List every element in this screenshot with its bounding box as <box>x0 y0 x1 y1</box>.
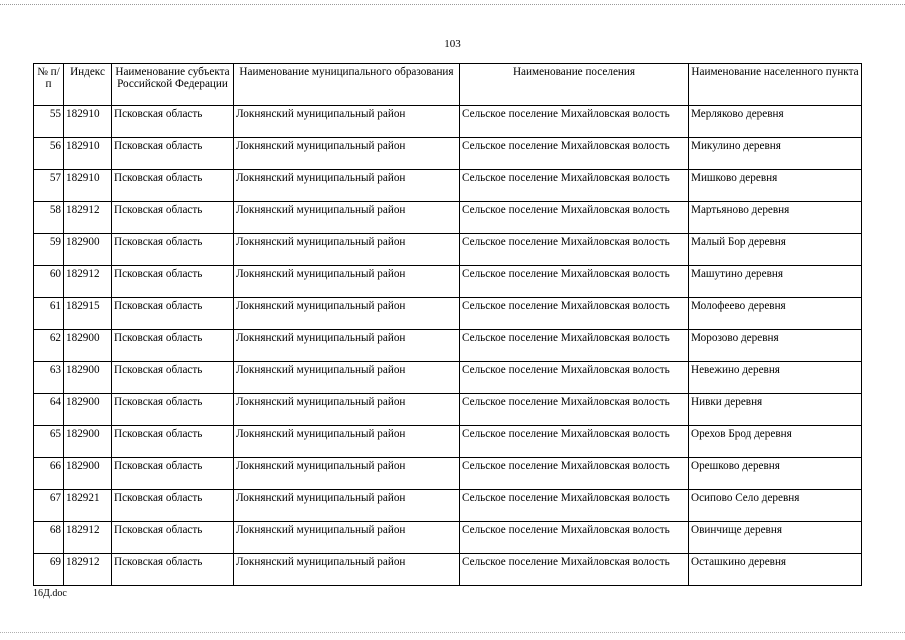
cell-subject: Псковская область <box>112 458 234 490</box>
table-row <box>34 458 862 490</box>
cell-index: 182921 <box>64 490 112 522</box>
cell-settlement: Сельское поселение Михайловская волость <box>460 106 689 138</box>
cell-municipality: Локнянский муниципальный район <box>234 330 460 362</box>
header-locality: Наименование населенного пункта <box>689 64 862 106</box>
cell-locality: Молофеево деревня <box>689 298 862 330</box>
cell-settlement: Сельское поселение Михайловская волость <box>460 458 689 490</box>
cell-index: 182900 <box>64 426 112 458</box>
cell-municipality: Локнянский муниципальный район <box>234 234 460 266</box>
cell-subject: Псковская область <box>112 362 234 394</box>
cell-index: 182912 <box>64 266 112 298</box>
table-body <box>34 106 862 586</box>
cell-locality: Осипово Село деревня <box>689 490 862 522</box>
cell-subject: Псковская область <box>112 490 234 522</box>
cell-locality: Нивки деревня <box>689 394 862 426</box>
cell-num: 68 <box>34 522 64 554</box>
cell-locality: Машутино деревня <box>689 266 862 298</box>
cell-locality: Микулино деревня <box>689 138 862 170</box>
cell-settlement: Сельское поселение Михайловская волость <box>460 266 689 298</box>
cell-subject: Псковская область <box>112 394 234 426</box>
cell-municipality: Локнянский муниципальный район <box>234 490 460 522</box>
cell-locality: Осташкино деревня <box>689 554 862 586</box>
page-number: 103 <box>444 38 461 50</box>
cell-municipality: Локнянский муниципальный район <box>234 394 460 426</box>
cell-subject: Псковская область <box>112 426 234 458</box>
cell-settlement: Сельское поселение Михайловская волость <box>460 202 689 234</box>
cell-locality: Малый Бор деревня <box>689 234 862 266</box>
cell-municipality: Локнянский муниципальный район <box>234 362 460 394</box>
table-row <box>34 554 862 586</box>
table-row <box>34 298 862 330</box>
cell-index: 182900 <box>64 394 112 426</box>
header-subject: Наименование субъекта Российской Федерации <box>112 64 234 106</box>
cell-settlement: Сельское поселение Михайловская волость <box>460 330 689 362</box>
cell-index: 182900 <box>64 458 112 490</box>
cell-municipality: Локнянский муниципальный район <box>234 458 460 490</box>
cell-num: 63 <box>34 362 64 394</box>
cell-settlement: Сельское поселение Михайловская волость <box>460 394 689 426</box>
table-row <box>34 170 862 202</box>
cell-municipality: Локнянский муниципальный район <box>234 554 460 586</box>
cell-subject: Псковская область <box>112 106 234 138</box>
header-index: Индекс <box>64 64 112 106</box>
table-row <box>34 426 862 458</box>
table-row <box>34 266 862 298</box>
cell-subject: Псковская область <box>112 266 234 298</box>
cell-municipality: Локнянский муниципальный район <box>234 522 460 554</box>
cell-num: 69 <box>34 554 64 586</box>
cell-num: 66 <box>34 458 64 490</box>
table-row <box>34 202 862 234</box>
cell-municipality: Локнянский муниципальный район <box>234 170 460 202</box>
table-row <box>34 362 862 394</box>
cell-settlement: Сельское поселение Михайловская волость <box>460 554 689 586</box>
cell-locality: Орехов Брод деревня <box>689 426 862 458</box>
cell-settlement: Сельское поселение Михайловская волость <box>460 234 689 266</box>
cell-index: 182915 <box>64 298 112 330</box>
cell-index: 182912 <box>64 554 112 586</box>
table-row <box>34 234 862 266</box>
cell-subject: Псковская область <box>112 234 234 266</box>
table-row <box>34 138 862 170</box>
cell-num: 61 <box>34 298 64 330</box>
cell-num: 58 <box>34 202 64 234</box>
cell-municipality: Локнянский муниципальный район <box>234 138 460 170</box>
settlements-table <box>33 63 862 586</box>
cell-index: 182910 <box>64 106 112 138</box>
cell-municipality: Локнянский муниципальный район <box>234 106 460 138</box>
cell-locality: Мерляково деревня <box>689 106 862 138</box>
cell-num: 62 <box>34 330 64 362</box>
cell-locality: Мишково деревня <box>689 170 862 202</box>
header-row <box>34 64 862 106</box>
cell-municipality: Локнянский муниципальный район <box>234 298 460 330</box>
cell-num: 64 <box>34 394 64 426</box>
cell-municipality: Локнянский муниципальный район <box>234 202 460 234</box>
cell-index: 182900 <box>64 330 112 362</box>
cell-locality: Овинчище деревня <box>689 522 862 554</box>
cell-num: 67 <box>34 490 64 522</box>
table-row <box>34 490 862 522</box>
cell-subject: Псковская область <box>112 170 234 202</box>
cell-settlement: Сельское поселение Михайловская волость <box>460 522 689 554</box>
cell-settlement: Сельское поселение Михайловская волость <box>460 138 689 170</box>
footer-filename: 16Д.doc <box>33 588 67 599</box>
cell-settlement: Сельское поселение Михайловская волость <box>460 170 689 202</box>
cell-num: 65 <box>34 426 64 458</box>
cell-settlement: Сельское поселение Михайловская волость <box>460 426 689 458</box>
cell-subject: Псковская область <box>112 298 234 330</box>
cell-num: 56 <box>34 138 64 170</box>
cell-locality: Невежино деревня <box>689 362 862 394</box>
table-row <box>34 522 862 554</box>
header-settlement: Наименование поселения <box>460 64 689 106</box>
cell-num: 55 <box>34 106 64 138</box>
table-row <box>34 106 862 138</box>
table-header <box>34 64 862 106</box>
cell-subject: Псковская область <box>112 554 234 586</box>
cell-locality: Морозово деревня <box>689 330 862 362</box>
scan-edge-bottom <box>0 632 905 633</box>
cell-subject: Псковская область <box>112 522 234 554</box>
cell-index: 182910 <box>64 138 112 170</box>
cell-settlement: Сельское поселение Михайловская волость <box>460 490 689 522</box>
table-row <box>34 330 862 362</box>
cell-index: 182912 <box>64 202 112 234</box>
table-row <box>34 394 862 426</box>
cell-num: 57 <box>34 170 64 202</box>
cell-subject: Псковская область <box>112 138 234 170</box>
header-num: № п/п <box>34 64 64 106</box>
cell-index: 182900 <box>64 234 112 266</box>
cell-locality: Мартьяново деревня <box>689 202 862 234</box>
scan-edge-top <box>0 4 905 5</box>
cell-num: 59 <box>34 234 64 266</box>
cell-locality: Орешково деревня <box>689 458 862 490</box>
cell-subject: Псковская область <box>112 202 234 234</box>
cell-index: 182900 <box>64 362 112 394</box>
header-municipality: Наименование муниципального образования <box>234 64 460 106</box>
cell-index: 182912 <box>64 522 112 554</box>
cell-settlement: Сельское поселение Михайловская волость <box>460 298 689 330</box>
cell-num: 60 <box>34 266 64 298</box>
cell-municipality: Локнянский муниципальный район <box>234 426 460 458</box>
cell-settlement: Сельское поселение Михайловская волость <box>460 362 689 394</box>
cell-subject: Псковская область <box>112 330 234 362</box>
cell-municipality: Локнянский муниципальный район <box>234 266 460 298</box>
cell-index: 182910 <box>64 170 112 202</box>
